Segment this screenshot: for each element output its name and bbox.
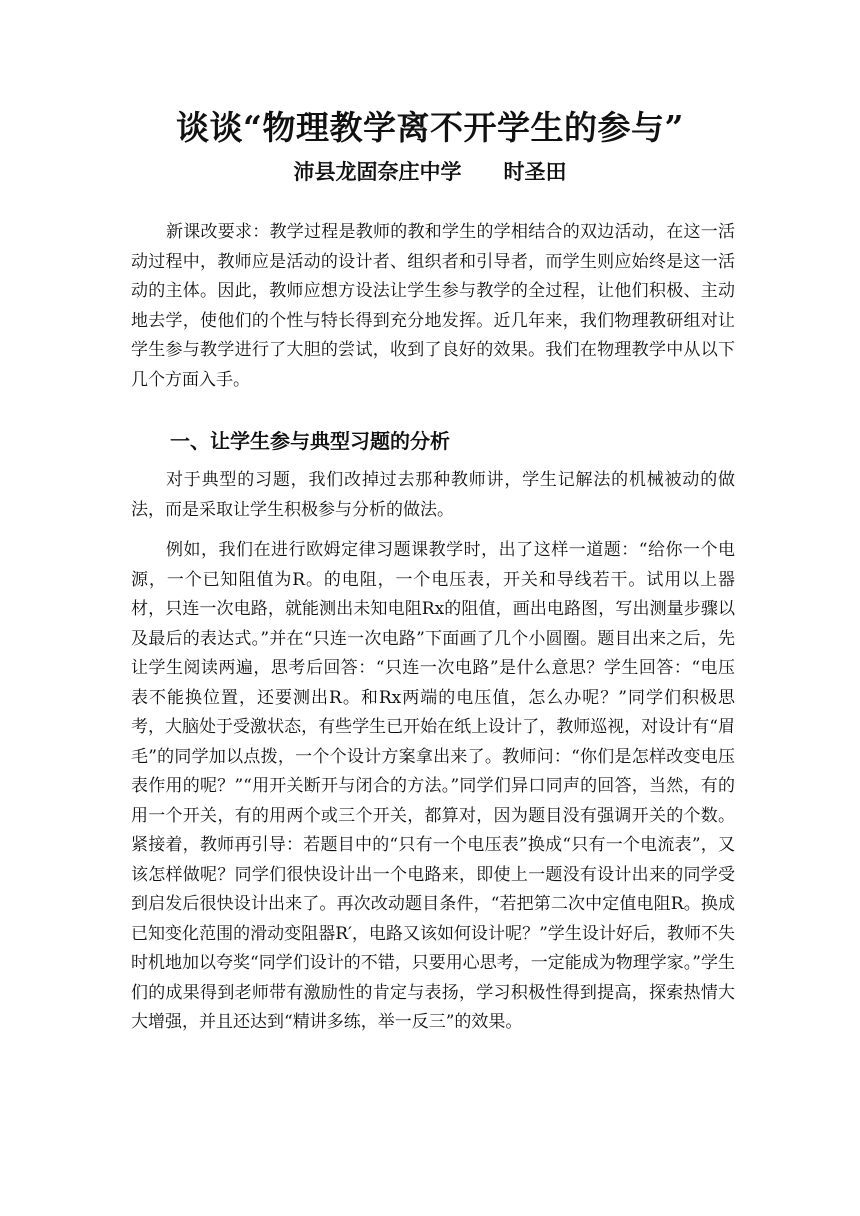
intro-paragraph: 新课改要求：教学过程是教师的教和学生的学相结合的双边活动，在这一活动过程中，教师应是活动的设计者、组织者和引导者，而学生则应始终是这一活动的主体。因此，教师应想方设法让学生参与教学的全过程，让他们积极、主动地去学，使他们的个性与特长得到充分地发挥。近几年来，我们物理教研组对让学生参与教学进行了大胆的尝试，收到了良好的效果。我们在物理教学中从以下几个方面入手。 bbox=[131, 222, 735, 390]
author-byline: 沛县龙固奈庄中学 时圣田 bbox=[293, 159, 567, 184]
section1-paragraph-2: 例如，我们在进行欧姆定律习题课教学时，出了这样一道题：“给你一个电源，一个已知阻值为R。的电阻，一个电压表，开关和导线若干。试用以上器材，只连一次电路，就能测出未知电阻Rx的阻值，画出电路图，写出测量步骤以及最后的表达式。”并在“只连一次电路”下面画了几个小圆圈。题目出来之后，先让学生阅读两遍，思考后回答：“只连一次电路”是什么意思？学生回答：“电压表不能换位置，还要测出R。和Rx两端的电压值，怎么办呢？”同学们积极思考，大脑处于受激状态，有些学生已开始在纸上设计了，教师巡视，对设计有“眉毛”的同学加以点拨，一个个设计方案拿出来了。教师问：“你们是怎样改变电压表作用的呢？”“用开关断开与闭合的方法。”同学们异口同声的回答，当然，有的用一个开关，有的用两个或三个开关，都算对，因为题目没有强调开关的个数。紧接着，教师再引导：若题目中的“只有一个电压表”换成“只有一个电流表”，又该怎样做呢？同学们很快设计出一个电路来，即使上一题没有设计出来的同学受到启发后很快设计出来了。再次改动题目条件，“若把第二次中定值电阻R。换成已知变化范围的滑动变阻器R′，电路又该如何设计呢？”学生设计好后，教师不失时机地加以夸奖“同学们设计的不错，只要用心思考，一定能成为物理学家。”学生们的成果得到老师带有激励性的肯定与表扬，学习积极性得到提高，探索热情大大增强，并且还达到“精讲多练，举一反三”的效果。 bbox=[131, 540, 735, 1032]
page-title: 谈谈“物理教学离不开学生的参与” bbox=[176, 108, 684, 147]
section-heading-1: 一、让学生参与典型习题的分析 bbox=[170, 429, 450, 453]
section1-paragraph-1: 对于典型的习题，我们改掉过去那种教师讲，学生记解法的机械被动的做法，而是采取让学生积极参与分析的做法。 bbox=[131, 470, 735, 520]
